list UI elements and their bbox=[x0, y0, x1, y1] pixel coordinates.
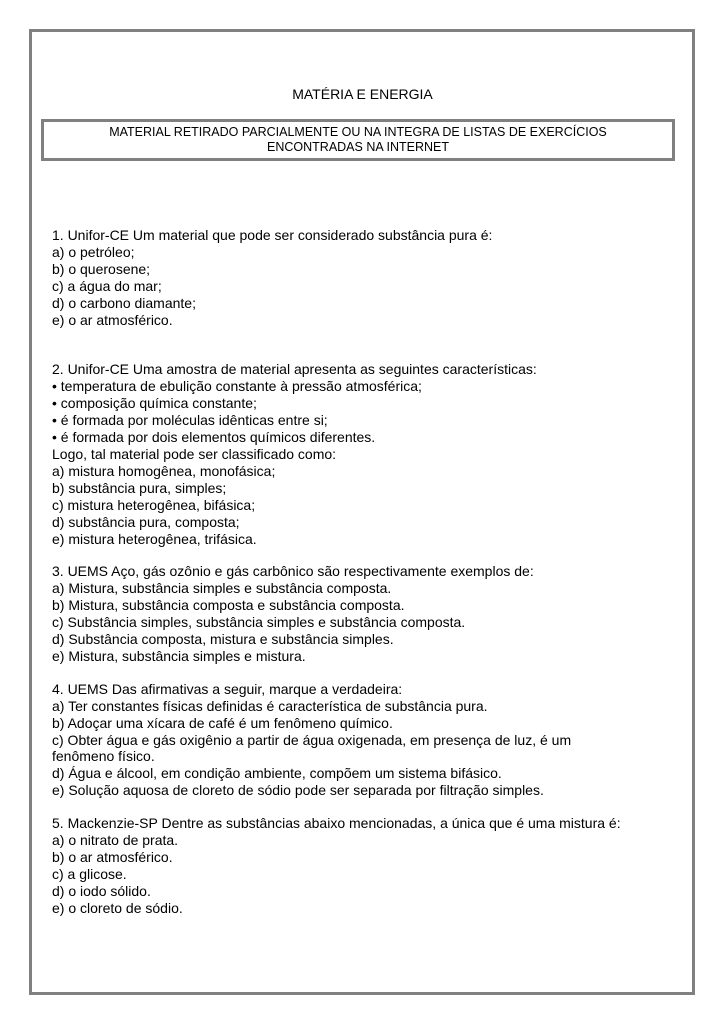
characteristic-bullet: • é formada por moléculas idênticas entre si; bbox=[52, 412, 328, 429]
answer-option-e: e) o cloreto de sódio. bbox=[52, 899, 183, 916]
answer-option-b: b) substância pura, simples; bbox=[52, 479, 227, 496]
answer-option-d: d) o carbono diamante; bbox=[52, 294, 196, 311]
answer-option-e: e) mistura heterogênea, trifásica. bbox=[52, 530, 257, 547]
question-2 bbox=[52, 361, 672, 547]
source-notice-box bbox=[41, 119, 675, 161]
question-3 bbox=[52, 563, 672, 664]
answer-option-a: a) mistura homogênea, monofásica; bbox=[52, 462, 276, 479]
answer-option-c: c) Obter água e gás oxigênio a partir de água oxigenada, em presença de luz, é um fenômeno físico. bbox=[52, 731, 572, 765]
question-stem: 1. Unifor-CE Um material que pode ser considerado substância pura é: bbox=[52, 227, 493, 243]
answer-option-e: e) Mistura, substância simples e mistura. bbox=[52, 647, 306, 664]
answer-option-a: a) Mistura, substância simples e substância composta. bbox=[52, 580, 392, 597]
answer-option-d: d) Água e álcool, em condição ambiente, compõem um sistema bifásico. bbox=[52, 765, 502, 782]
question-5 bbox=[52, 815, 672, 916]
question-lead: Logo, tal material pode ser classificado como: bbox=[52, 445, 337, 462]
answer-option-c: c) mistura heterogênea, bifásica; bbox=[52, 496, 256, 513]
answer-option-b: b) o ar atmosférico. bbox=[52, 849, 173, 865]
answer-option-c: c) a glicose. bbox=[52, 865, 127, 882]
answer-option-a: a) o petróleo; bbox=[52, 243, 135, 260]
answer-option-a: a) Ter constantes físicas definidas é característica de substância pura. bbox=[52, 697, 488, 714]
answer-option-c: c) a água do mar; bbox=[52, 277, 162, 294]
source-notice-line-1: MATERIAL RETIRADO PARCIALMENTE OU NA INTEGRA DE LISTAS DE EXERCÍCIOS bbox=[109, 125, 607, 139]
answer-option-d: d) substância pura, composta; bbox=[52, 513, 240, 530]
source-notice-line-2: ENCONTRADAS NA INTERNET bbox=[267, 140, 449, 154]
answer-option-c: c) Substância simples, substância simples e substância composta. bbox=[52, 614, 466, 631]
question-1 bbox=[52, 227, 672, 328]
question-4 bbox=[52, 681, 672, 799]
answer-option-d: d) o iodo sólido. bbox=[52, 882, 151, 899]
question-stem: 2. Unifor-CE Uma amostra de material apresenta as seguintes características: bbox=[52, 361, 537, 378]
question-stem: 5. Mackenzie-SP Dentre as substâncias abaixo mencionadas, a única que é uma mistura é: bbox=[52, 815, 621, 832]
characteristic-bullet: • temperatura de ebulição constante à pressão atmosférica; bbox=[52, 378, 422, 395]
question-list bbox=[52, 227, 672, 917]
answer-option-d: d) Substância composta, mistura e substância simples. bbox=[52, 631, 394, 648]
characteristic-bullet: • é formada por dois elementos químicos diferentes. bbox=[52, 429, 376, 446]
answer-option-b: b) Mistura, substância composta e substância composta. bbox=[52, 597, 405, 614]
answer-option-e: e) o ar atmosférico. bbox=[52, 311, 173, 328]
characteristic-bullet: • composição química constante; bbox=[52, 395, 257, 412]
answer-option-e: e) Solução aquosa de cloreto de sódio pode ser separada por filtração simples. bbox=[52, 782, 544, 799]
answer-option-a: a) o nitrato de prata. bbox=[52, 832, 179, 849]
answer-option-b: b) o querosene; bbox=[52, 260, 151, 277]
question-stem: 3. UEMS Aço, gás ozônio e gás carbônico são respectivamente exemplos de: bbox=[52, 563, 534, 580]
answer-option-b: b) Adoçar uma xícara de café é um fenômeno químico. bbox=[52, 714, 393, 731]
question-stem: 4. UEMS Das afirmativas a seguir, marque a verdadeira: bbox=[52, 680, 403, 697]
document-title: MATÉRIA E ENERGIA bbox=[292, 86, 433, 102]
